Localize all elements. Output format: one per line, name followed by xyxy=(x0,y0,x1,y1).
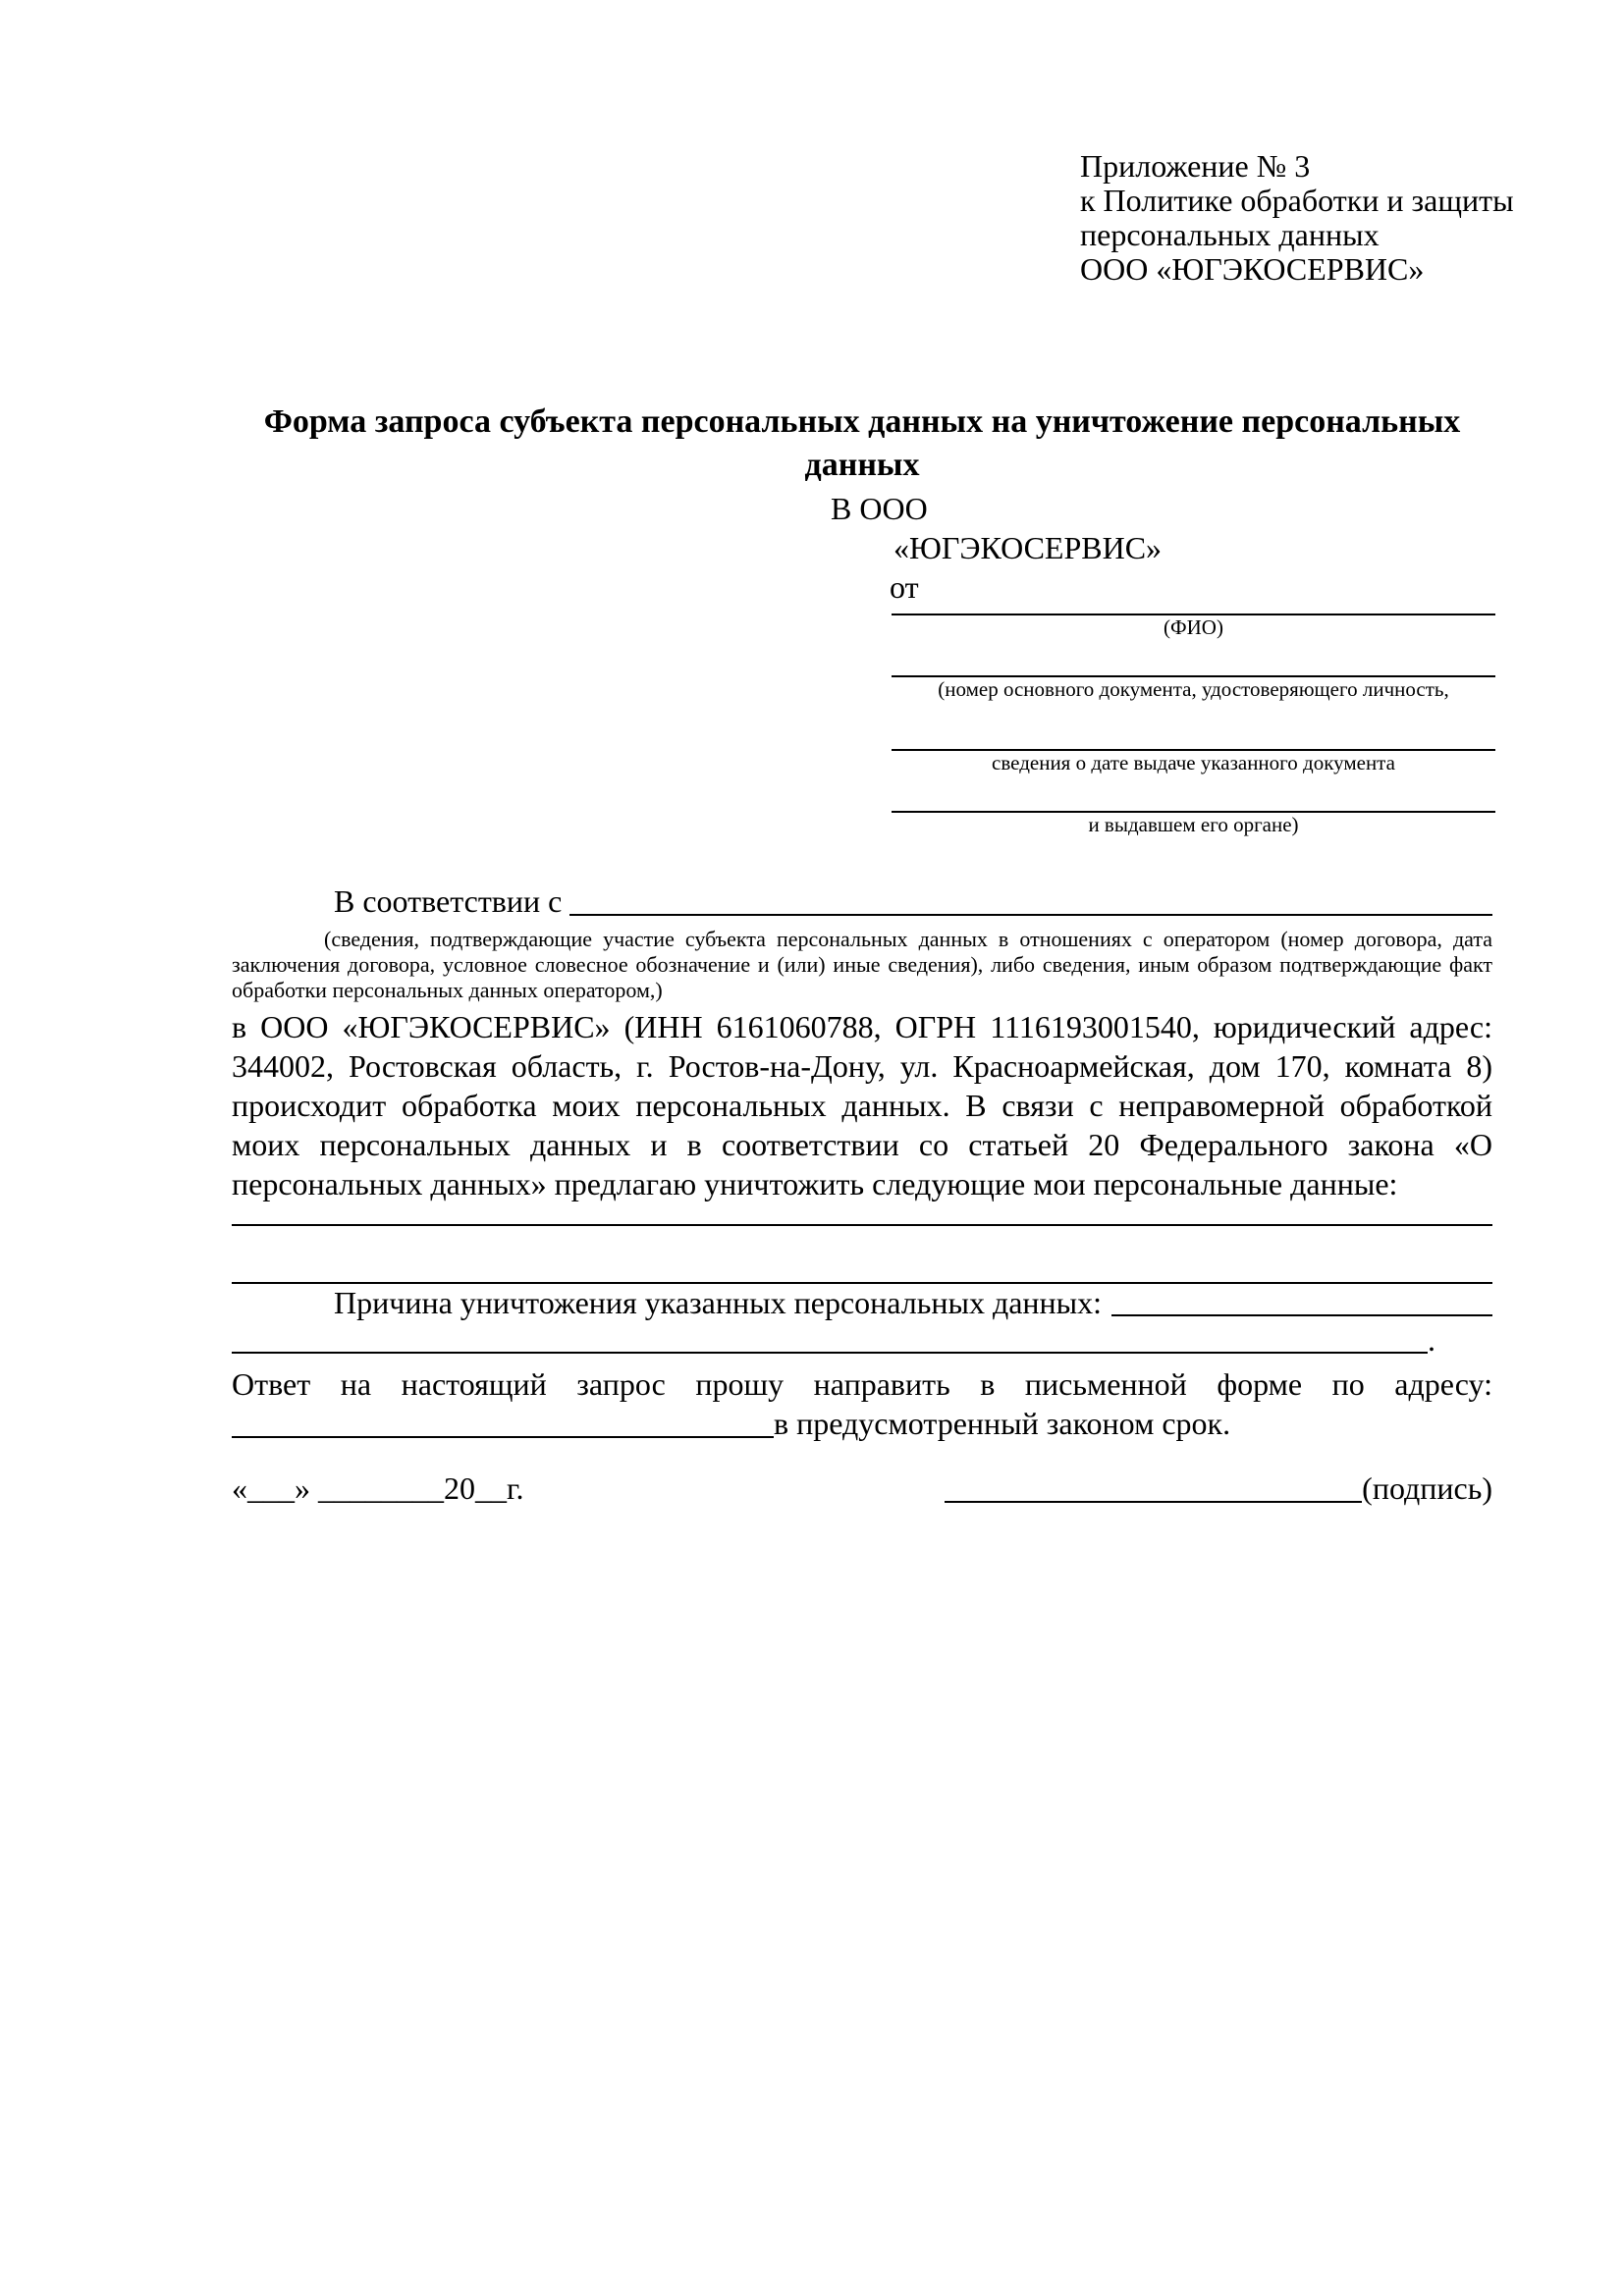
reason-period: . xyxy=(1428,1322,1435,1358)
reason-blank-line-2 xyxy=(232,1352,1428,1354)
doc-number-caption: (номер основного документа, удостоверяющего личность, xyxy=(938,677,1449,701)
reason-label: Причина уничтожения указанных персональных данных: xyxy=(334,1285,1103,1320)
reason-blank-line-inline xyxy=(1111,1314,1492,1316)
document-title: Форма запроса субъекта персональных данных на уничтожение персональных данных xyxy=(263,403,1461,483)
doc-number-blank-line xyxy=(892,639,1495,677)
signature-area xyxy=(945,1468,1492,1508)
appendix-header-line: персональных данных xyxy=(1080,217,1380,252)
issue-date-blank-line xyxy=(892,701,1495,751)
appendix-header-line: к Политике обработки и защиты xyxy=(1080,183,1514,218)
answer-line-2-suffix: в предусмотренный законом срок. xyxy=(774,1406,1231,1441)
signature-caption: (подпись) xyxy=(1362,1470,1492,1506)
answer-line-2 xyxy=(232,1404,1492,1443)
accordance-blank-line xyxy=(569,914,1492,916)
accordance-lead: В соответствии с xyxy=(334,883,563,919)
answer-block xyxy=(232,1364,1492,1443)
date-blank-pattern: «___» ________20__г. xyxy=(232,1470,524,1506)
issue-date-caption: сведения о дате выдаче указанного документа xyxy=(992,751,1395,774)
issuing-authority-blank-line xyxy=(892,774,1495,813)
accordance-note: (сведения, подтверждающие участие субъекта персональных данных в отношениях с оператором (номер договора, дата заключения договора, условное словесное обозначение и (или) иные сведения), либо сведения, иным образом подтверждающие факт обработки персональных данных оператором,) xyxy=(232,927,1492,1002)
signature-blank-line xyxy=(945,1501,1362,1503)
addressee-org-prefix: В ООО xyxy=(831,491,928,526)
fio-blank-line xyxy=(892,589,1495,615)
reason-continuation-row xyxy=(232,1321,1492,1359)
address-blank-line xyxy=(232,1436,774,1438)
body-paragraph: в ООО «ЮГЭКОСЕРВИС» (ИНН 6161060788, ОГРН 1116193001540, юридический адрес: 344002, Ростовская область, г. Ростов-на-Дону, ул. Красноармейская, дом 170, комната 8) происходит обработка моих персональных данных. В связи с неправомерной обработкой моих персональных данных и в соответствии со статьей 20 Федерального закона «О персональных данных» предлагаю уничтожить следующие мои персональные данные: xyxy=(232,1009,1492,1201)
data-blank-line-1 xyxy=(232,1224,1492,1226)
signature-row xyxy=(232,1468,1492,1508)
appendix-header-line: Приложение № 3 xyxy=(1080,148,1311,184)
fio-caption: (ФИО) xyxy=(1164,615,1223,639)
reason-block xyxy=(232,1284,1492,1359)
answer-line-1: Ответ на настоящий запрос прошу направить в письменной форме по адресу: xyxy=(232,1366,1492,1402)
appendix-header xyxy=(1080,149,1514,287)
accordance-row xyxy=(232,881,1492,921)
reason-row xyxy=(232,1284,1492,1321)
identity-fields-block xyxy=(892,589,1495,836)
appendix-header-line: ООО «ЮГЭКОСЕРВИС» xyxy=(1080,251,1425,287)
issuing-authority-caption: и выдавшем его органе) xyxy=(1088,813,1299,836)
addressee-from-label: от xyxy=(890,569,919,605)
addressee-org-name: «ЮГЭКОСЕРВИС» xyxy=(893,530,1163,565)
